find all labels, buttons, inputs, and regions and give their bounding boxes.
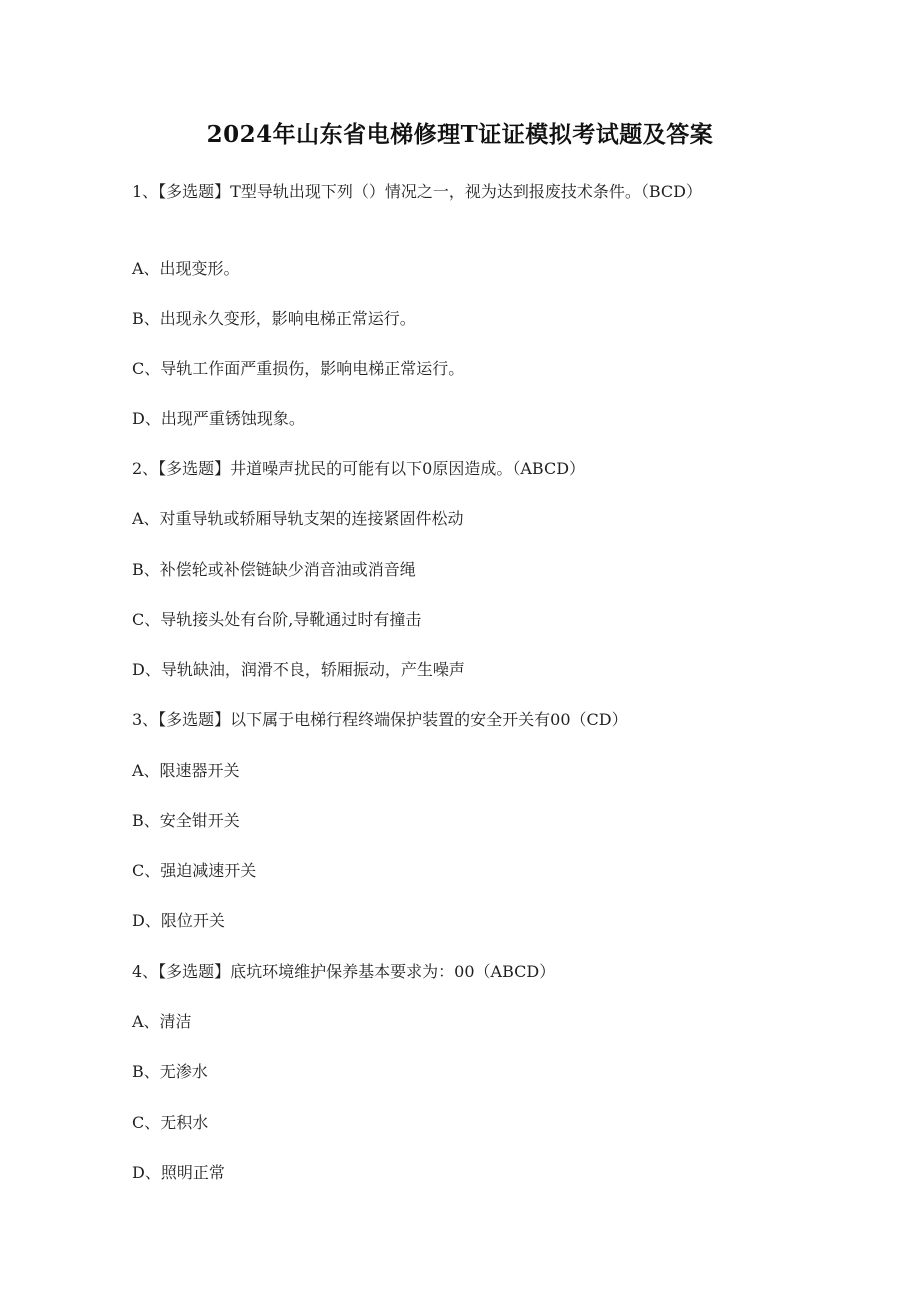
question-2-option-d: D、导轨缺油，润滑不良，轿厢振动，产生噪声 <box>132 660 465 679</box>
question-4-option-a: A、清洁 <box>132 1012 192 1031</box>
question-2-stem: 2、【多选题】井道噪声扰民的可能有以下0原因造成。（ABCD） <box>132 459 586 478</box>
question-1-option-c: C、导轨工作面严重损伤，影响电梯正常运行。 <box>132 359 465 378</box>
question-4-option-c: C、无积水 <box>132 1113 209 1132</box>
question-4-stem: 4、【多选题】底坑环境维护保养基本要求为：00（ABCD） <box>132 962 556 981</box>
question-4-option-d: D、照明正常 <box>132 1163 225 1182</box>
question-1-option-b: B、出现永久变形，影响电梯正常运行。 <box>132 309 416 328</box>
question-1-option-a: A、出现变形。 <box>132 259 240 278</box>
question-3-stem: 3、【多选题】以下属于电梯行程终端保护装置的安全开关有00（CD） <box>132 710 628 729</box>
question-1-stem: 1、【多选题】T型导轨出现下列（）情况之一，视为达到报废技术条件。（BCD） <box>132 182 702 201</box>
question-3-option-b: B、安全钳开关 <box>132 811 240 830</box>
question-1-option-d: D、出现严重锈蚀现象。 <box>132 409 305 428</box>
document-title: 2024年山东省电梯修理T证证模拟考试题及答案 <box>206 121 714 148</box>
question-2-option-c: C、导轨接头处有台阶,导靴通过时有撞击 <box>132 610 422 629</box>
question-3-option-d: D、限位开关 <box>132 911 225 930</box>
question-3-option-c: C、强迫减速开关 <box>132 861 257 880</box>
question-2-option-b: B、补偿轮或补偿链缺少消音油或消音绳 <box>132 560 416 579</box>
question-4-option-b: B、无渗水 <box>132 1062 208 1081</box>
question-2-option-a: A、对重导轨或轿厢导轨支架的连接紧固件松动 <box>132 509 464 528</box>
question-3-option-a: A、限速器开关 <box>132 761 240 780</box>
